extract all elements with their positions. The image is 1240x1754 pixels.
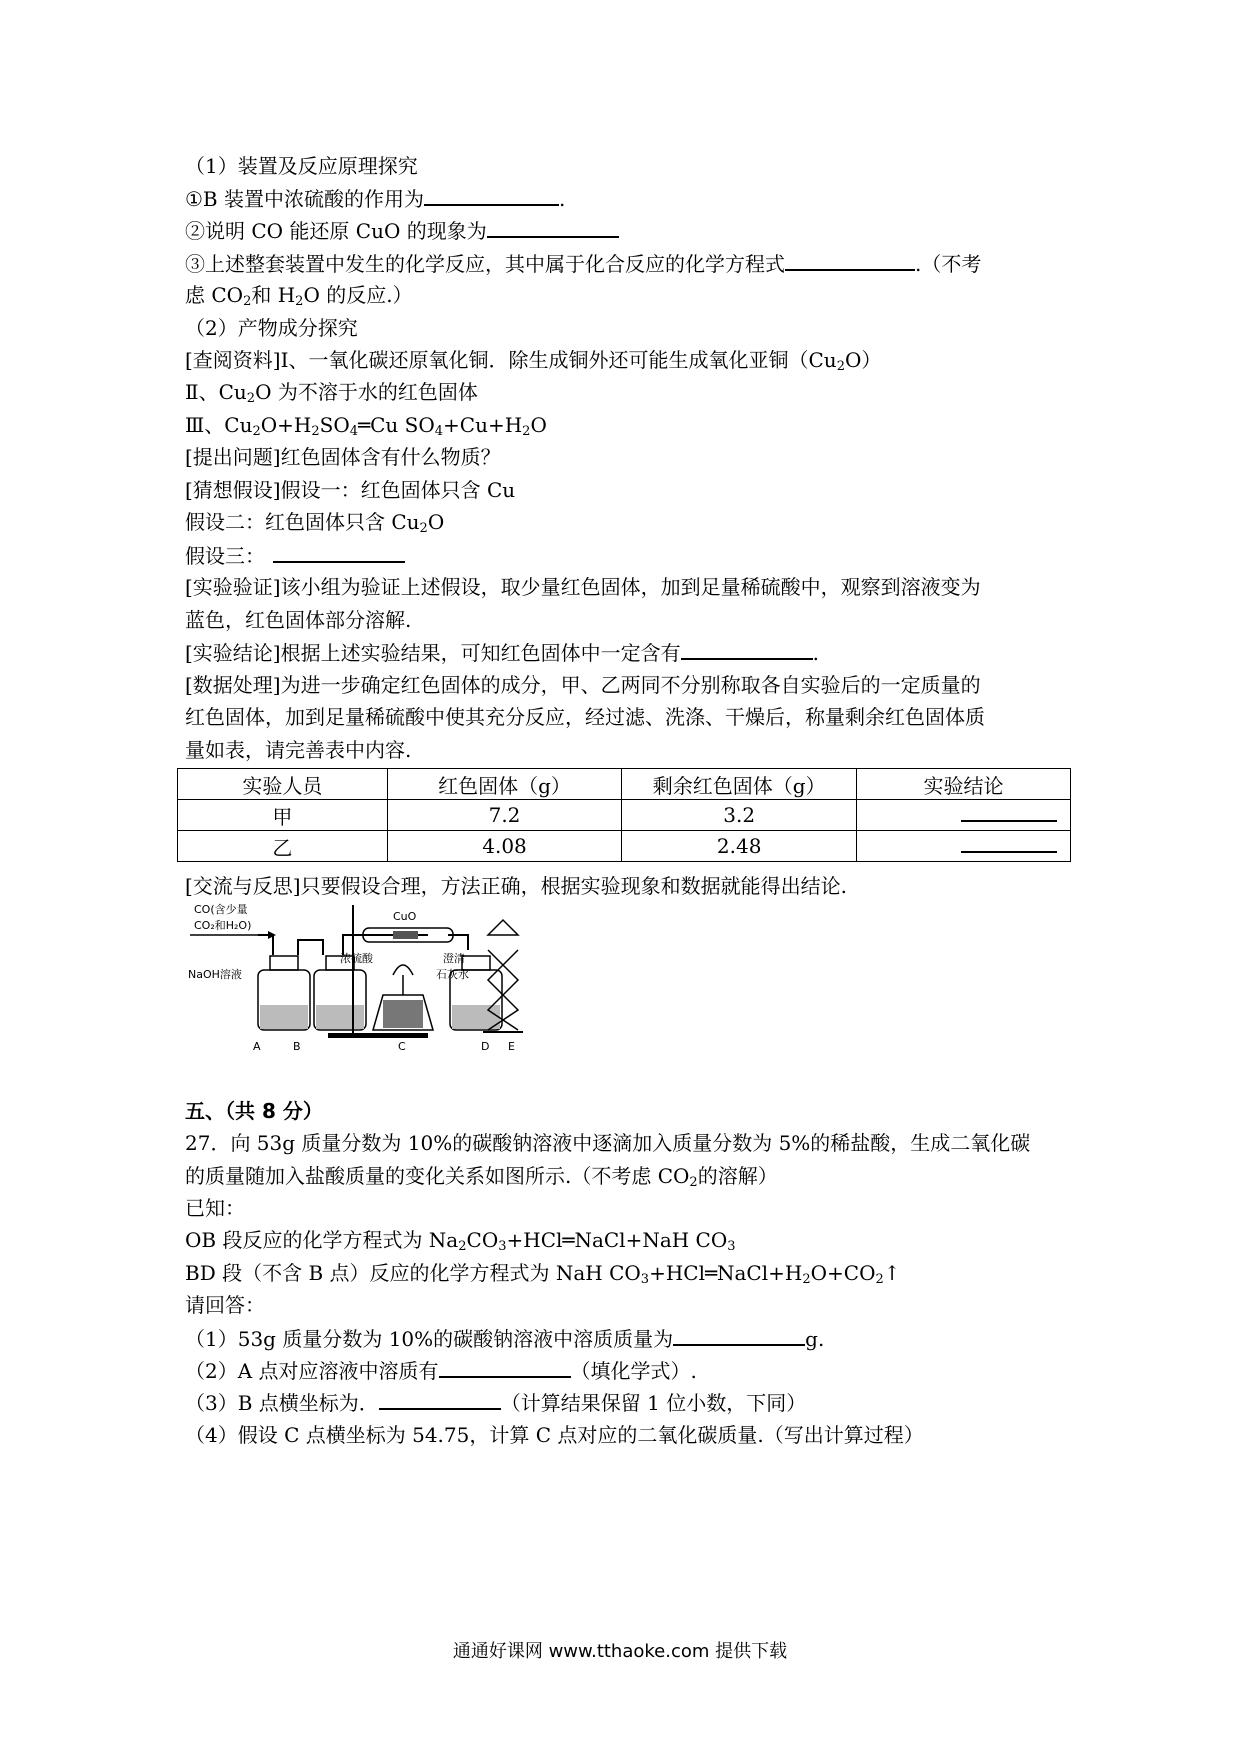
- answer-3: （3）B 点横坐标为． （计算结果保留 1 位小数，下同）: [185, 1388, 806, 1417]
- answer-blank[interactable]: [379, 1388, 501, 1410]
- table-row: [178, 831, 1071, 862]
- table-cell: 乙: [178, 831, 388, 862]
- acid-label: 浓硫酸: [340, 952, 373, 965]
- q27-line-2: 的质量随加入盐酸质量的变化关系如图所示.（不考虑 $CO_2$的溶解）: [185, 1164, 778, 1190]
- answer-label: 请回答：: [185, 1293, 265, 1317]
- section5-heading: 五、（共 8 分）: [185, 1099, 323, 1123]
- question-text: [提出问题]红色固体含有什么物质？: [185, 445, 501, 469]
- naoh-label: NaOH溶液: [188, 968, 242, 981]
- answer-blank[interactable]: [439, 1356, 571, 1378]
- table-header-row: [178, 769, 1071, 800]
- table-header: 红色固体（g）: [387, 769, 622, 800]
- data-line-3: 量如表，请完善表中内容.: [185, 738, 412, 762]
- hypothesis-2: 假设二：红色固体只含 $Cu_2O$: [185, 510, 445, 536]
- label-a: A: [253, 1040, 261, 1053]
- question-2: ②说明 CO 能还原 CuO 的现象为: [185, 216, 619, 245]
- footer-text: 通通好课网 www.tthaoke.com 提供下载: [452, 1641, 788, 1662]
- hypothesis-1: [猜想假设]假设一：红色固体只含 Cu: [185, 478, 516, 502]
- table-cell: 甲: [178, 800, 388, 831]
- known-label: 已知：: [185, 1196, 245, 1220]
- table-header: 实验人员: [178, 769, 388, 800]
- gas-label-1: CO(含少量: [194, 903, 248, 916]
- table-cell: 4.08: [387, 831, 622, 862]
- reference-3: Ⅲ、$Cu_2O+H_2SO_4═Cu$ $SO_4+Cu+H_2O$: [185, 413, 547, 439]
- limewater-label-2: 石灰水: [436, 968, 469, 981]
- answer-1: （1）53g 质量分数为 10%的碳酸钠溶液中溶质质量为 g.: [185, 1324, 824, 1353]
- verify-line-1: [实验验证]该小组为验证上述假设，取少量红色固体，加到足量稀硫酸中，观察到溶液变为: [185, 575, 981, 599]
- label-b: B: [293, 1040, 301, 1053]
- answer-blank[interactable]: [785, 249, 915, 271]
- cuo-label: CuO: [393, 910, 417, 923]
- q27-line-1: 27．向 53g 质量分数为 10%的碳酸钠溶液中逐滴加入质量分数为 5%的稀盐酸，生成二氧化碳: [185, 1131, 1031, 1155]
- answer-2: （2）A 点对应溶液中溶质有 （填化学式）.: [185, 1356, 697, 1385]
- label-c: C: [398, 1040, 406, 1053]
- gas-label-2: CO₂和H₂O): [194, 919, 252, 932]
- hypothesis-3: 假设三：: [185, 541, 405, 570]
- section1-heading: （1）装置及反应原理探究: [185, 154, 418, 178]
- table-header: 剩余红色固体（g）: [622, 769, 857, 800]
- label-d: D: [481, 1040, 490, 1053]
- label-e: E: [508, 1040, 515, 1053]
- answer-4: （4）假设 C 点横坐标为 54.75，计算 C 点对应的二氧化碳质量.（写出计算过程）: [185, 1423, 924, 1447]
- bd-equation: BD 段（不含 B 点）反应的化学方程式为 NaH $CO_3+HCl═NaCl+H_2O+CO_2↑$: [185, 1261, 901, 1287]
- bottle-b: [314, 956, 366, 1030]
- data-line-1: [数据处理]为进一步确定红色固体的成分，甲、乙两同不分别称取各自实验后的一定质量的: [185, 673, 981, 697]
- answer-blank[interactable]: [673, 1324, 805, 1346]
- table-cell: 7.2: [387, 800, 622, 831]
- table-cell: [857, 800, 1071, 831]
- bottle-a: [258, 956, 310, 1030]
- answer-blank[interactable]: [487, 216, 619, 238]
- table-cell: [857, 831, 1071, 862]
- results-table: [177, 768, 1071, 862]
- table-cell: 3.2: [622, 800, 857, 831]
- answer-blank[interactable]: [961, 804, 1057, 822]
- answer-blank[interactable]: [273, 541, 405, 563]
- reference-1: [查阅资料]Ⅰ、一氧化碳还原氧化铜．除生成铜外还可能生成氧化亚铜$(Cu_2O)$: [185, 348, 882, 374]
- apparatus-diagram: [188, 900, 568, 1055]
- ob-equation: OB 段反应的化学方程式为 $Na_2CO_3+HCl═NaCl+NaH$ $CO_3$: [185, 1228, 736, 1254]
- data-line-2: 红色固体，加到足量稀硫酸中使其充分反应，经过滤、洗涤、干燥后，称量剩余红色固体质: [185, 705, 985, 729]
- question-3: ③上述整套装置中发生的化学反应，其中属于化合反应的化学方程式 .（不考: [185, 249, 981, 278]
- answer-blank[interactable]: [424, 184, 559, 206]
- question-3-continued: 虑 $CO_2$和 $H_2O$ 的反应.）: [185, 283, 413, 309]
- question-1: ①B 装置中浓硫酸的作用为 .: [185, 184, 565, 213]
- table-cell: 2.48: [622, 831, 857, 862]
- verify-line-2: 蓝色，红色固体部分溶解.: [185, 608, 412, 632]
- conclusion-line: [实验结论]根据上述实验结果，可知红色固体中一定含有 .: [185, 638, 819, 667]
- limewater-label-1: 澄清: [443, 952, 465, 965]
- table-row: [178, 800, 1071, 831]
- table-header: 实验结论: [857, 769, 1071, 800]
- section2-heading: （2）产物成分探究: [185, 316, 358, 340]
- reflection-line: [交流与反思]只要假设合理，方法正确，根据实验现象和数据就能得出结论.: [185, 874, 847, 898]
- answer-blank[interactable]: [681, 638, 813, 660]
- reference-2: Ⅱ、$Cu_2O$ 为不溶于水的红色固体: [185, 380, 478, 406]
- answer-blank[interactable]: [961, 835, 1057, 853]
